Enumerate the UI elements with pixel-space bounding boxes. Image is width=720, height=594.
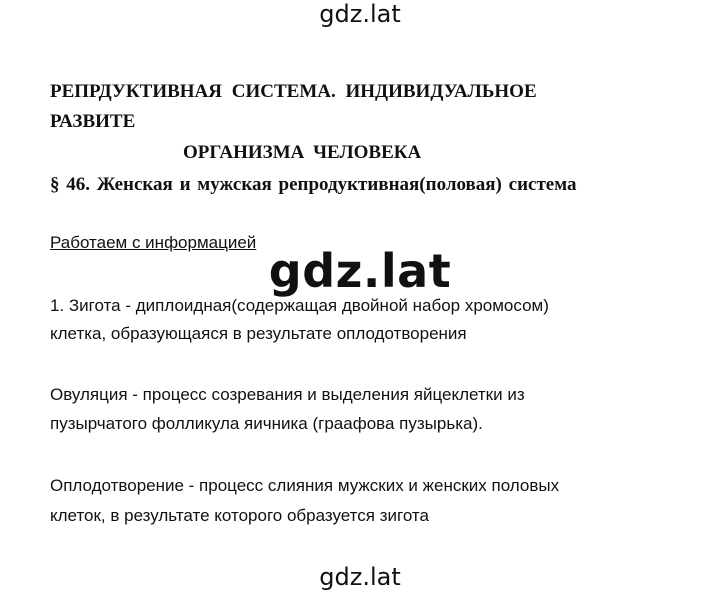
paragraph-fertilization-line-2: клеток, в результате которого образуется зигота (50, 506, 429, 525)
paragraph-zygote-line-2: клетка, образующаяся в результате оплодотворения (50, 324, 467, 343)
chapter-title-line-2: РАЗВИТЕ (50, 111, 136, 132)
paragraph-ovulation-line-1: Овуляция - процесс созревания и выделения яйцеклетки из (50, 385, 525, 404)
watermark-top: gdz.lat (319, 0, 401, 28)
watermark-bottom: gdz.lat (319, 563, 401, 591)
paragraph-zygote-line-1: 1. Зигота - диплоидная(содержащая двойной набор хромосом) (50, 296, 549, 315)
watermark-middle: gdz.lat (268, 244, 452, 298)
paragraph-fertilization-line-1: Оплодотворение - процесс слияния мужских и женских половых (50, 476, 560, 495)
section-heading: § 46. Женская и мужская репродуктивная(половая) система (50, 174, 577, 195)
chapter-title-line-1: РЕПРДУКТИВНАЯ СИСТЕМА. ИНДИВИДУАЛЬНОЕ (50, 81, 537, 102)
chapter-title-line-3: ОРГАНИЗМА ЧЕЛОВЕКА (183, 142, 422, 163)
subheading-work-with-info: Работаем с информацией (50, 233, 257, 252)
paragraph-ovulation-line-2: пузырчатого фолликула яичника (граафова пузырька). (50, 414, 483, 433)
